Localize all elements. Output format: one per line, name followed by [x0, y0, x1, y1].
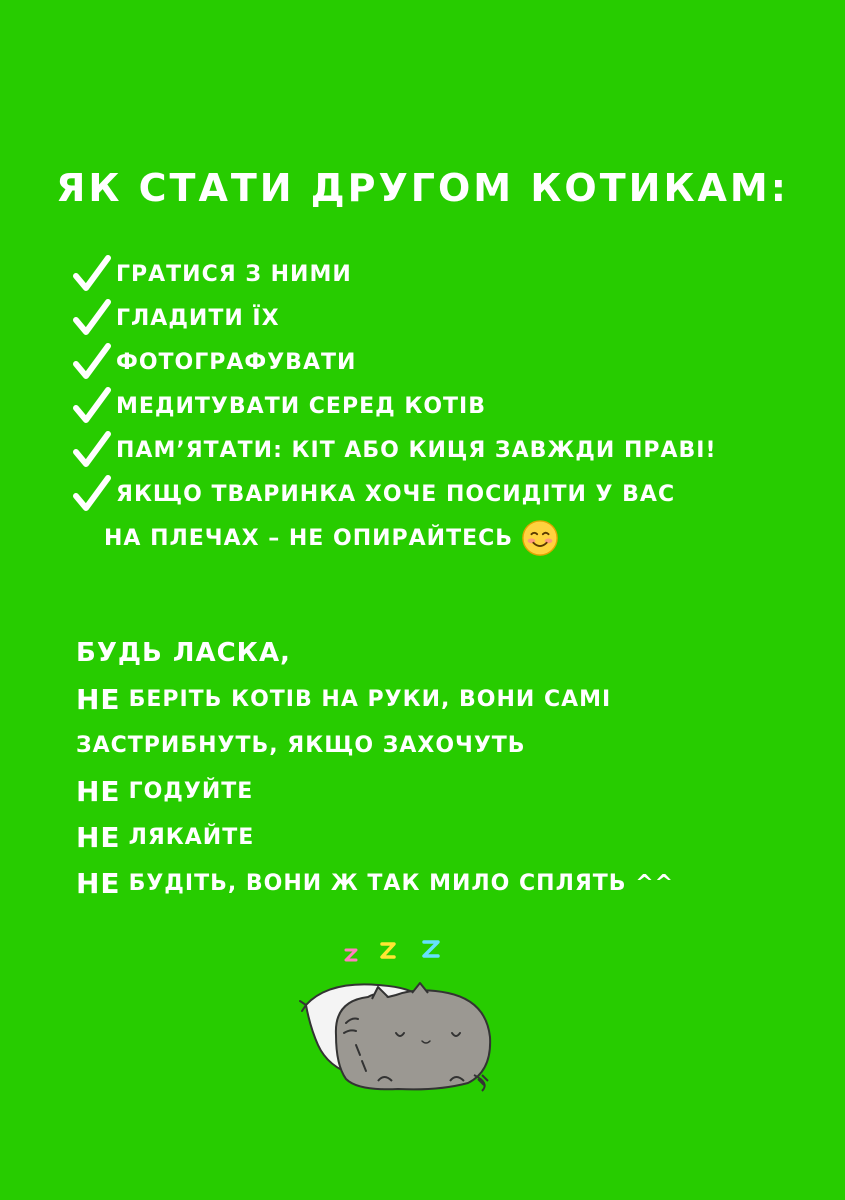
- checkmark-icon: [72, 430, 112, 470]
- list-item-label: ПАМ’ЯТАТИ: КІТ АБО КИЦЯ ЗАВЖДИ ПРАВІ!: [116, 437, 717, 463]
- sleeping-cat-illustration: [298, 975, 498, 1095]
- checkmark-icon: [72, 298, 112, 338]
- list-item: [72, 384, 832, 428]
- list-item: [76, 676, 816, 722]
- list-item-label: НА ПЛЕЧАХ – НЕ ОПИРАЙТЕСЬ: [104, 525, 514, 551]
- checkmark-icon: [72, 254, 112, 294]
- list-item-continuation: [72, 516, 832, 560]
- smiling-face-icon: [521, 519, 559, 557]
- page-title: ЯК СТАТИ ДРУГОМ КОТИКАМ:: [56, 166, 789, 210]
- list-item-label: ЗАСТРИБНУТЬ, ЯКЩО ЗАХОЧУТЬ: [76, 732, 526, 758]
- list-item: [76, 814, 816, 860]
- ne-word: НЕ: [76, 682, 121, 716]
- list-item-label: ЛЯКАЙТЕ: [128, 824, 255, 850]
- ne-word: НЕ: [76, 866, 121, 900]
- list-item: [76, 722, 816, 768]
- list-item: [72, 472, 832, 516]
- list-item-label: ГОДУЙТЕ: [128, 778, 254, 804]
- checkmark-icon: [72, 474, 112, 514]
- ne-word: НЕ: [76, 820, 121, 854]
- list-item-label: ФОТОГРАФУВАТИ: [116, 349, 357, 375]
- list-item-label: ГЛАДИТИ ЇХ: [116, 305, 280, 331]
- section-heading: БУДЬ ЛАСКА,: [76, 638, 291, 668]
- list-item-label: БУДІТЬ, ВОНИ Ж ТАК МИЛО СПЛЯТЬ ^^: [128, 870, 675, 896]
- checkmark-icon: [72, 342, 112, 382]
- list-item: [72, 252, 832, 296]
- list-item-label: ГРАТИСЯ З НИМИ: [116, 261, 352, 287]
- sleep-zzz-icon: [336, 936, 456, 976]
- list-item: [72, 428, 832, 472]
- please-section: [76, 630, 816, 906]
- list-item: [72, 296, 832, 340]
- checkmark-icon: [72, 386, 112, 426]
- list-item: [76, 768, 816, 814]
- checklist: [72, 252, 832, 560]
- list-item-label: БЕРІТЬ КОТІВ НА РУКИ, ВОНИ САМІ: [128, 686, 612, 712]
- list-item: [76, 860, 816, 906]
- list-item: [72, 340, 832, 384]
- list-item-label: ЯКЩО ТВАРИНКА ХОЧЕ ПОСИДІТИ У ВАС: [116, 481, 676, 507]
- list-item-label: МЕДИТУВАТИ СЕРЕД КОТІВ: [116, 393, 486, 419]
- ne-word: НЕ: [76, 774, 121, 808]
